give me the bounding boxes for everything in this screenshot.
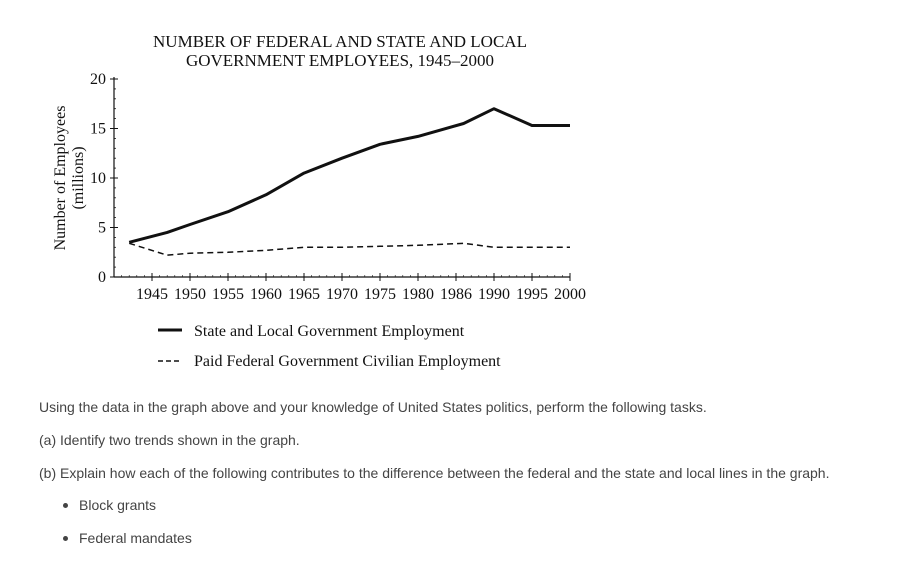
x-tick-label: 1970: [326, 286, 358, 303]
legend: [158, 323, 501, 370]
y-tick-label: 15: [90, 120, 106, 138]
question-part-b: (b) Explain how each of the following contributes to the difference between the federal and the state and local lines in the graph.: [39, 465, 830, 481]
bullet-item: [39, 529, 192, 562]
y-tick-label: 0: [98, 269, 106, 286]
x-tick-label: 1955: [212, 286, 244, 303]
x-tick-label: 1980: [402, 286, 434, 303]
x-tick-label: 1986: [440, 286, 472, 303]
bullet-dot-icon: [63, 536, 68, 541]
x-tick-label: 1950: [174, 286, 206, 303]
x-tick-label: 1990: [478, 286, 510, 303]
y-tick-label: 20: [90, 71, 106, 88]
x-tick-label: 2000: [554, 286, 586, 303]
series-layer: [129, 109, 570, 256]
x-tick-label: 1975: [364, 286, 396, 303]
x-tick-label: 1960: [250, 286, 282, 303]
bullet-text: Federal mandates: [79, 530, 192, 546]
bullet-text: Block grants: [79, 497, 157, 513]
y-tick-label: 5: [98, 219, 106, 237]
x-tick-label: 1945: [136, 286, 168, 303]
axes: [90, 71, 586, 303]
series-line-federal: [129, 243, 570, 255]
bullet-list: [39, 496, 192, 562]
legend-label-state-local: State and Local Government Employment: [194, 323, 465, 340]
legend-label-federal: Paid Federal Government Civilian Employment: [194, 353, 501, 370]
question-intro: Using the data in the graph above and your knowledge of United States politics, perform the following tasks.: [39, 399, 707, 415]
bullet-dot-icon: [63, 503, 68, 508]
bullet-item: [39, 496, 192, 529]
y-tick-label: 10: [90, 170, 106, 187]
x-tick-label: 1965: [288, 286, 320, 303]
chart-title-line-1: NUMBER OF FEDERAL AND STATE AND LOCAL: [153, 32, 527, 51]
y-axis-label-line-1: Number of Employees: [52, 105, 69, 251]
question-part-a: (a) Identify two trends shown in the graph.: [39, 432, 300, 448]
series-line-state-local: [129, 109, 570, 243]
y-axis-label-line-2: (millions): [70, 146, 87, 210]
x-tick-label: 1995: [516, 286, 548, 303]
chart-title-line-2: GOVERNMENT EMPLOYEES, 1945–2000: [185, 51, 495, 70]
